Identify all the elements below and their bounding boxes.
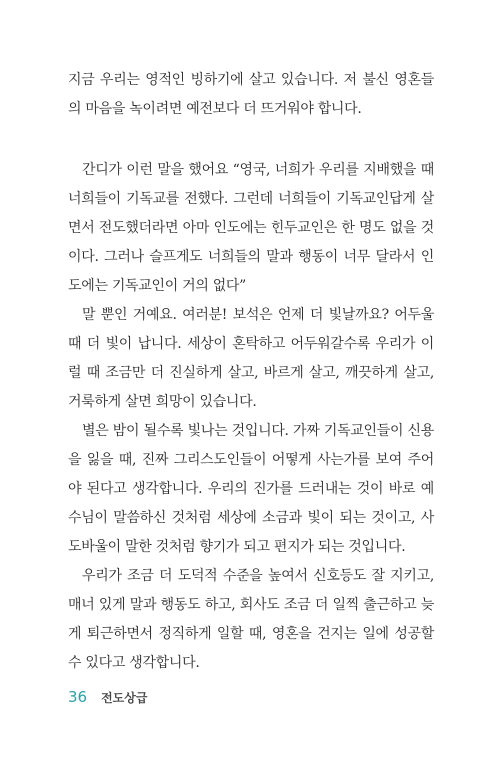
paragraph-2: 간디가 이런 말을 했어요 “영국, 너희가 우리를 지배했을 때 너희들이 기독교를 전했다. 그런데 너희들이 기독교인답게 살면서 전도했더라면 아마 인도에는 힌두교인은 한 명도 없을 것이다. 그러나 슬프게도 너희들의 말과 행동이 너무 달라서 인도에는 기독교인이 거의 없다”: [68, 162, 434, 294]
running-title: 전도상급: [101, 691, 148, 705]
paragraph-4: 별은 밤이 될수록 빛나는 것입니다. 가짜 기독교인들이 신용을 잃을 때, 진짜 그리스도인들이 어떻게 사는가를 보여 주어야 된다고 생각합니다. 우리의 진가를 드러내는 것이 바로 예수님이 말씀하신 것처럼 세상에 소금과 빛이 되는 것이고, 사도바울이 말한 것처럼 향기가 되고 편지가 되는 것입니다.: [68, 423, 434, 555]
paragraph-5: 우리가 조금 더 도덕적 수준을 높여서 신호등도 잘 지키고, 매너 있게 말과 행동도 하고, 회사도 조금 더 일찍 출근하고 늦게 퇴근하면서 정직하게 일할 때, 영혼을 건지는 일에 성공할 수 있다고 생각합니다.: [68, 568, 434, 671]
paragraph-gap: [68, 124, 434, 156]
body-text: [68, 66, 434, 678]
paragraph-1: 지금 우리는 영적인 빙하기에 살고 있습니다. 저 불신 영혼들의 마음을 녹이려면 예전보다 더 뜨거워야 합니다.: [68, 72, 434, 117]
page-number: 36: [68, 688, 88, 706]
paragraph-3: 말 뿐인 거예요. 여러분! 보석은 언제 더 빛날까요? 어두울 때 더 빛이 납니다. 세상이 혼탁하고 어두워갈수록 우리가 이럴 때 조금만 더 진실하게 살고, 바르게 살고, 깨끗하게 살고, 거룩하게 살면 희망이 있습니다.: [68, 307, 434, 410]
page-footer: [68, 688, 147, 706]
